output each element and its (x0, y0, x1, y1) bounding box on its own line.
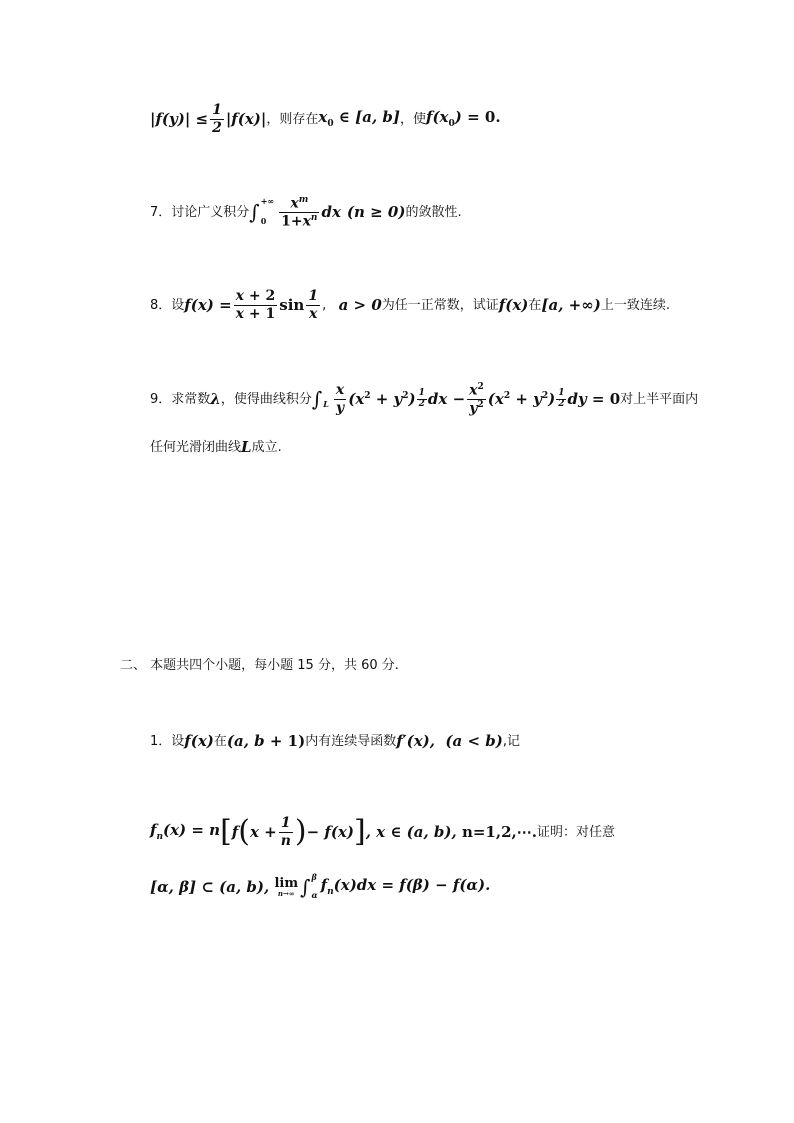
q1-line-1 (150, 730, 520, 752)
p8-frac-1: $\frac{x + 2}{x + 1}$ (235, 288, 276, 322)
p9-limits: L (323, 399, 329, 410)
p9-line2b: 成立. (251, 439, 282, 455)
q1-label: 1．设 (150, 733, 185, 749)
q1-bracket-open: [ (220, 814, 232, 849)
p7-cond: (n ≥ 0) (346, 202, 406, 221)
p9-math-4: dy = 0 (567, 389, 621, 408)
p6-math-3: $x_0$ ∈ [a, b] (318, 107, 400, 129)
p7-dx: dx (321, 202, 341, 221)
q1-text-2: 内有连续导函数 (305, 733, 397, 749)
q1-math-2: (a, b + 1) (226, 731, 306, 750)
p6-text-2: ，使 (399, 111, 426, 127)
q1-text-3: ,记 (502, 733, 520, 749)
p8-line (150, 283, 670, 327)
p7-frac: $\frac{x^m}{1+x^n}$ (281, 194, 318, 230)
q1-line-2 (150, 808, 615, 856)
p6-text-1: ，则存在 (266, 111, 319, 127)
q1-text-4: 证明：对任意 (536, 824, 615, 840)
q1-line-3 (150, 870, 490, 904)
p8-comma: , (322, 297, 339, 313)
p8-text-1: 为任一正常数，试证 (381, 297, 499, 313)
p9-curve-L: L (241, 437, 252, 456)
p6-math-1: |f(y)| ≤ (150, 109, 209, 128)
p9-label: 9．求常数 (150, 391, 211, 407)
p6-frac-half: $\frac{1}{2}$ (212, 102, 222, 136)
p7-line (150, 192, 462, 232)
q1-lim: lim n→∞ (274, 876, 299, 898)
p6-line (150, 100, 501, 138)
q1-math-1: f(x) (184, 731, 214, 750)
p9-text-2: 对上半平面内 (620, 391, 699, 407)
q1-math-5: f (231, 822, 239, 841)
q1-math-4: $f_n(x) = n$ (150, 820, 221, 842)
q1-limits: β α (311, 872, 318, 900)
p9-line2a: 任何光滑闭曲线 (150, 439, 242, 455)
p9-math-1: $(x^2 + y^2)$ (348, 389, 416, 408)
p9-frac-1: $\frac{x}{y}$ (335, 382, 345, 416)
p9-lambda: λ (210, 389, 221, 408)
p9-exp-1: $\frac{1}{2}$ (418, 388, 425, 409)
p9-math-2: dx − (427, 389, 466, 408)
section-2-heading-text: 二、 本题共四个小题，每小题 15 分，共 60 分. (120, 657, 399, 673)
q1-math-3: f′(x), (a < b) (396, 731, 503, 750)
q1-bracket-close: ] (353, 814, 366, 849)
p8-frac-2: $\frac{1}{x}$ (308, 288, 319, 322)
p9-frac-2: $\frac{x^2}{y^2}$ (469, 381, 484, 417)
integral-sign-icon: ∫ (300, 875, 311, 899)
p9-text-1: ，使得曲线积分 (220, 391, 312, 407)
p9-exp-2: $\frac{1}{2}$ (558, 388, 565, 409)
q1-paren-open: ( (238, 814, 250, 849)
p8-cond: a > 0 (338, 295, 382, 314)
q1-math-8: , x ∈ (a, b), n=1,2,⋯. (365, 822, 537, 841)
p6-math-2: |f(x)| (225, 109, 267, 128)
p9-line-1 (150, 376, 698, 422)
p9-line-2 (150, 436, 282, 458)
p7-limits: +∞ 0 (260, 196, 275, 226)
p8-label: 8．设 (150, 297, 185, 313)
q1-frac: $\frac{1}{n}$ (280, 815, 291, 849)
p8-math-1: f(x) = (184, 295, 232, 314)
section-2-heading (120, 656, 399, 674)
p6-math-4: $f(x_0) = 0$. (426, 107, 501, 129)
q1-math-6: x + (249, 822, 277, 841)
p9-math-3: $(x^2 + y^2)$ (487, 389, 556, 408)
p8-text-2: 在 (528, 297, 542, 313)
p8-text-3: 上一致连续. (600, 297, 670, 313)
p7-text: 的敛散性. (405, 204, 462, 220)
p8-math-2: f(x) (498, 295, 529, 314)
q1-math-10: $f_n(x)dx = f(\beta) - f(\alpha)$. (320, 875, 491, 897)
p8-sin: sin (279, 295, 305, 314)
integral-sign-icon: ∫ (311, 387, 323, 411)
integral-sign-icon: ∫ (249, 200, 260, 224)
p8-math-3: [a, +∞) (541, 295, 601, 314)
q1-math-7: − f(x) (306, 822, 354, 841)
p7-label: 7．讨论广义积分 (150, 204, 250, 220)
q1-math-9: [α, β] ⊂ (a, b), (150, 877, 275, 896)
q1-text-1: 在 (213, 733, 227, 749)
q1-paren-close: ) (294, 814, 307, 849)
